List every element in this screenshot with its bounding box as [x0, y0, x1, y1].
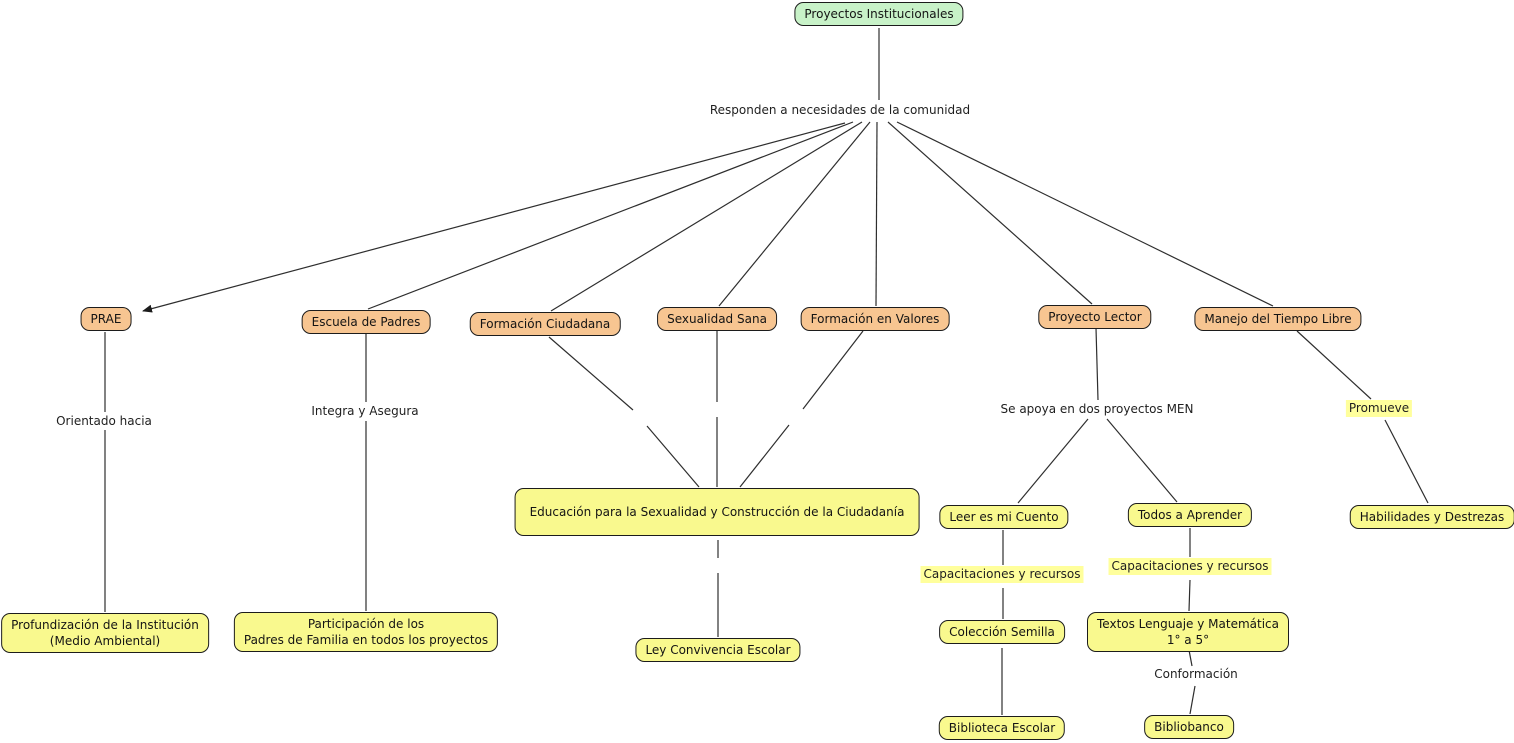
node-habilidades-y-destrezas[interactable]: [1350, 505, 1514, 529]
connector-valores-to-educacion-2: [740, 425, 789, 487]
node-todos-a-aprender[interactable]: [1128, 503, 1252, 527]
node-label: Ley Convivencia Escolar: [645, 643, 791, 657]
node-proyectos-institucionales[interactable]: [794, 2, 963, 26]
link-label-capacitaciones-recursos-2[interactable]: Capacitaciones y recursos: [1109, 558, 1272, 575]
node-label: Formación en Valores: [810, 312, 940, 326]
connector-valores-to-educacion-1: [803, 331, 863, 409]
node-prae[interactable]: [81, 307, 132, 331]
link-label-integra-y-asegura[interactable]: Integra y Asegura: [311, 404, 419, 418]
node-ley-convivencia-escolar[interactable]: [635, 638, 800, 662]
node-label-line2: Padres de Familia en todos los proyectos: [243, 633, 489, 647]
node-profundizacion-institucion[interactable]: [1, 613, 209, 653]
node-label: Proyecto Lector: [1048, 310, 1142, 324]
connector-hub-to-manejo-tiempo: [897, 122, 1273, 306]
node-leer-es-mi-cuento[interactable]: [939, 505, 1068, 529]
node-label-line1: Textos Lenguaje y Matemática: [1097, 617, 1279, 631]
connector-hub-to-formacion-ciudadana: [551, 122, 862, 311]
node-label: Proyectos Institucionales: [804, 7, 954, 21]
connector-textos-to-conformacion: [1189, 650, 1192, 666]
node-sexualidad-sana[interactable]: [657, 307, 777, 331]
connector-manejo-to-promueve: [1297, 331, 1371, 399]
connector-lector-to-men: [1096, 328, 1098, 400]
node-label-line2: (Medio Ambiental): [49, 634, 161, 648]
node-escuela-de-padres[interactable]: [302, 310, 431, 334]
node-label: Biblioteca Escolar: [948, 721, 1056, 735]
connector-todos-down-2: [1189, 580, 1190, 611]
connector-ciudadana-to-educacion-1: [549, 337, 633, 410]
node-label-line1: Participación de los: [307, 617, 425, 631]
node-label: Formación Ciudadana: [479, 317, 611, 331]
node-textos-lenguaje-matematica[interactable]: [1087, 612, 1289, 652]
connector-men-to-leer: [1018, 419, 1088, 503]
connector-hub-to-prae: [143, 123, 845, 311]
node-label: Todos a Aprender: [1137, 508, 1243, 522]
node-label: Habilidades y Destrezas: [1359, 510, 1505, 524]
node-manejo-del-tiempo-libre[interactable]: [1194, 307, 1361, 331]
link-label-orientado-hacia[interactable]: Orientado hacia: [56, 414, 152, 428]
node-label: Manejo del Tiempo Libre: [1204, 312, 1352, 326]
node-label: Colección Semilla: [949, 625, 1055, 639]
connector-ciudadana-to-educacion-2: [647, 426, 699, 487]
node-formacion-en-valores[interactable]: [801, 307, 950, 331]
connector-hub-to-escuela: [368, 122, 853, 309]
node-label: Sexualidad Sana: [667, 312, 767, 326]
node-participacion-padres[interactable]: [234, 612, 498, 652]
connector-hub-to-proyecto-lector: [888, 122, 1092, 304]
node-coleccion-semilla[interactable]: [939, 620, 1065, 644]
connector-hub-to-formacion-valores: [876, 122, 877, 306]
connector-conformacion-to-bibliobanco: [1190, 686, 1195, 714]
node-label-line2: 1° a 5°: [1166, 633, 1210, 647]
node-biblioteca-escolar[interactable]: [939, 716, 1065, 740]
connector-promueve-to-habilidades: [1385, 420, 1428, 503]
link-label-se-apoya-men[interactable]: Se apoya en dos proyectos MEN: [1000, 402, 1194, 416]
link-label-conformacion[interactable]: Conformación: [1154, 667, 1238, 681]
link-label-capacitaciones-recursos-1[interactable]: Capacitaciones y recursos: [921, 566, 1084, 583]
node-educacion-sexualidad-ciudadania[interactable]: [515, 488, 920, 536]
link-label-responden[interactable]: Responden a necesidades de la comunidad: [709, 103, 971, 117]
node-label: Leer es mi Cuento: [949, 510, 1059, 524]
connector-men-to-todos: [1107, 419, 1177, 502]
node-formacion-ciudadana[interactable]: [470, 312, 621, 336]
node-bibliobanco[interactable]: [1144, 715, 1234, 739]
link-label-promueve[interactable]: Promueve: [1346, 400, 1412, 417]
node-label: Escuela de Padres: [311, 315, 421, 329]
node-label: Bibliobanco: [1154, 720, 1224, 734]
node-label-line1: Profundización de la Institución: [11, 618, 199, 632]
node-label: Educación para la Sexualidad y Construcción de la Ciudadanía: [529, 505, 905, 519]
connector-hub-to-sexualidad: [719, 122, 870, 306]
node-proyecto-lector[interactable]: [1038, 305, 1151, 329]
node-label: PRAE: [90, 312, 122, 326]
